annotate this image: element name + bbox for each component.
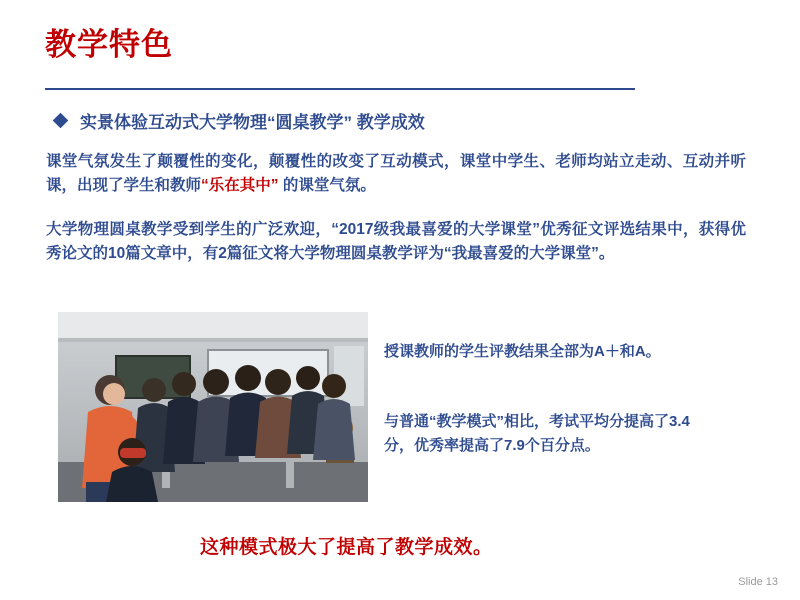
- bullet-heading-label: 实景体验互动式大学物理“圆桌教学” 教学成效: [80, 113, 425, 132]
- body-paragraph-1-text-b: 的课堂气氛。: [278, 177, 376, 195]
- classroom-photo-illustration: [58, 312, 368, 502]
- side-paragraph-1: 授课教师的学生评教结果全部为A＋和A。: [384, 343, 661, 360]
- diamond-bullet-icon: [53, 113, 69, 129]
- slide-number-label: Slide 13: [738, 576, 778, 588]
- body-paragraph-2: 大学物理圆桌教学受到学生的广泛欢迎，“2017级我最喜爱的大学课堂”优秀征文评选结果中，获得优秀论文的10篇文章中，有2篇征文将大学物理圆桌教学评为“我最喜爱的大学课堂”。: [46, 221, 746, 263]
- title-divider: [45, 88, 635, 90]
- body-paragraph-1: [46, 150, 746, 198]
- page-title: 教学特色: [45, 27, 173, 62]
- conclusion-text: 这种模式极大了提高了教学成效。: [200, 537, 493, 558]
- body-paragraph-1-text-a: 课堂气氛发生了颠覆性的变化，颠覆性的改变了互动模式，课堂中学生、老师均站立走动、互动并听课，出现了学生和教师: [46, 153, 746, 195]
- body-paragraph-1-highlight: “乐在其中”: [201, 177, 279, 195]
- side-paragraph-2: 与普通“教学模式”相比，考试平均分提高了3.4分，优秀率提高了7.9个百分点。: [384, 413, 690, 454]
- bullet-heading-row: [55, 108, 425, 133]
- classroom-photo: [58, 312, 368, 502]
